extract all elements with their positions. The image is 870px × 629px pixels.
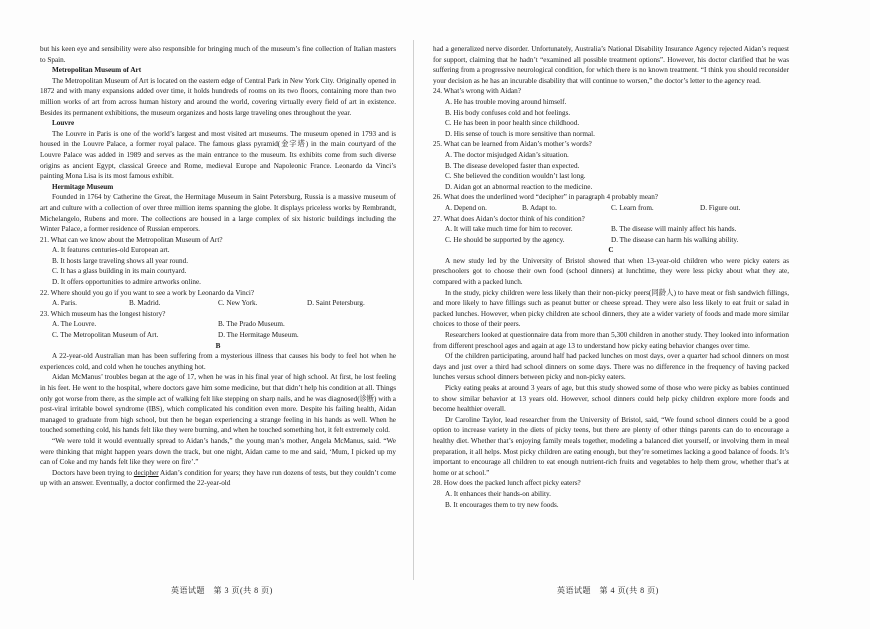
footer-page-4: 英语试题 第 4 页(共 8 页) — [557, 586, 659, 595]
question-23: 23. Which museum has the longest history? — [40, 309, 166, 318]
option-26d: D. Figure out. — [700, 203, 741, 212]
option-24a: A. He has trouble moving around himself. — [445, 97, 567, 106]
option-21c: C. It has a glass building in its main courtyard. — [52, 267, 187, 276]
paragraph-c2: In the study, picky children were less likely than their non-picky peers(同龄人) to have meat or fish sandwich fillings, and more likely to have fillings such as peanut butter or cheese spread. They were also less likely to eat fruit or salad in packed lunches. However, when picky children ate school dinners, they ate a wider variety of foods and made more similar choices to those of their peers. — [433, 288, 789, 329]
options-23-row1 — [40, 319, 396, 330]
option-24d: D. His sense of touch is more sensitive than normal. — [445, 129, 595, 138]
paragraph-c1: A new study led by the University of Bristol showed that when 13-year-old children who were picky eaters as preschoolers got to choose their own food (school dinners) at lunchtime, they were less picky about what they ate, compared with a packed lunch. — [433, 256, 789, 287]
option-27b: B. The disease will mainly affect his hands. — [611, 225, 737, 234]
option-24b: B. His body confuses cold and hot feelings. — [445, 108, 571, 117]
option-22b: B. Madrid. — [129, 299, 161, 308]
option-23c: C. The Metropolitan Museum of Art. — [52, 331, 159, 340]
paragraph-b3: “We were told it would eventually spread to Aidan’s hands,” the young man’s mother, Angela McManus, said. “We were thinking that might happen years down the track, but one night, Aidan came to me and said, ‘Mum, I picked up my can of Coke and my hands felt like they were on fire’.” — [40, 436, 396, 467]
option-23d: D. The Hermitage Museum. — [218, 331, 299, 340]
option-27d: D. The disease can harm his walking ability. — [611, 235, 739, 244]
question-25: 25. What can be learned from Aidan’s mother’s words? — [433, 140, 592, 149]
underlined-word-decipher: decipher — [133, 468, 159, 477]
option-23a: A. The Louvre. — [52, 320, 97, 329]
section-b-label: B — [215, 341, 221, 350]
option-28a: A. It enhances their hands-on ability. — [445, 489, 551, 498]
paragraph-b2: Aidan McManus’ troubles began at the age of 17, when he was in his final year of high school. At first, he lost feeling in his feet. He went to the hospital, where doctors gave him some medicine, but that didn’t help his condition at all. Things only got worse from there, as the simple act of walking felt like stepping on sharp nails, and he was diagnosed(诊断) with a post-viral irritable bowel syndrome (IBS), which complicated his condition even more. Despite his failing health, Aidan managed to graduate from high school, but then he began experiencing a strange feeling in his hands as well. When he touched something cold, his hands felt like they were burning, and when he touched something hot, it felt extremely cold. — [40, 373, 396, 435]
option-25b: B. The disease developed faster than expected. — [445, 161, 580, 170]
heading-hermitage: Hermitage Museum — [52, 182, 114, 191]
right-page-column — [433, 44, 789, 510]
option-23b: B. The Prado Museum. — [218, 320, 285, 329]
question-26: 26. What does the underlined word “decipher” in paragraph 4 probably mean? — [433, 193, 658, 202]
option-25a: A. The doctor misjudged Aidan’s situation. — [445, 150, 569, 159]
paragraph-hermitage: Founded in 1764 by Catherine the Great, the Hermitage Museum in Saint Petersburg, Russia is a massive museum of art and culture with a collection of over three million items spanning the globe. It displays priceless works by Rembrandt, Michelangelo, Rubens and more. The collections are housed in a large complex of six historic buildings including the Winter Palace, a former residence of Russian emperors. — [40, 193, 396, 234]
options-27-row1 — [433, 224, 789, 235]
option-25c: C. She believed the condition wouldn’t last long. — [445, 172, 586, 181]
option-27c: C. He should be supported by the agency. — [445, 235, 565, 244]
paragraph-prado-end: but his keen eye and sensibility were also responsible for bringing much of the museum’s fine collection of Italian masters to Spain. — [40, 45, 396, 64]
footer-page-3: 英语试题 第 3 页(共 8 页) — [171, 586, 273, 595]
option-26c: C. Learn from. — [611, 203, 654, 212]
paragraph-b4-start: Doctors have been trying to — [52, 468, 134, 477]
options-22 — [40, 298, 396, 309]
option-21a: A. It features centuries-old European art. — [52, 246, 170, 255]
left-page-column — [40, 44, 396, 489]
question-27: 27. What does Aidan’s doctor think of his condition? — [433, 214, 585, 223]
paragraph-louvre: The Louvre in Paris is one of the world’s largest and most visited art museums. The museum opened in 1793 and is housed in the Louvre Palace, a former royal palace. The famous glass pyramid(金字塔) in the main courtyard of the Louvre Palace was added in 1989 and serves as the main entrance to the museum. Its exhibits come from such diverse origins as ancient Egypt, classical Greece and Rome, medieval Europe and Napoleonic France. Leonardo da Vinci’s painting Mona Lisa is its most famous exhibit. — [40, 129, 396, 181]
option-26b: B. Adapt to. — [522, 203, 557, 212]
options-23-row2 — [40, 330, 396, 341]
paragraph-c5: Picky eating peaks at around 3 years of age, but this study showed some of those who were picky as babies continued to show similar behavior at 13 years old. However, school dinners could help picky children explore more foods and become healthier overall. — [433, 384, 789, 414]
question-22: 22. Where should you go if you want to see a work by Leonardo da Vinci? — [40, 288, 255, 297]
question-28: 28. How does the packed lunch affect picky eaters? — [433, 479, 581, 488]
heading-louvre: Louvre — [52, 119, 75, 128]
paragraph-metropolitan: The Metropolitan Museum of Art is located on the eastern edge of Central Park in New York City. Originally opened in 1872 and with many expansions added over time, it holds hundreds of rooms on its two floors, containing more than two million works of art from across human history and around the world, covering virtually every field of art in existence. Besides its permanent exhibitions, the museum organizes and hosts large traveling ones throughout the year. — [40, 76, 396, 117]
paragraph-c6: Dr Caroline Taylor, lead researcher from the University of Bristol, said, “We found school dinners could be a good option to increase variety in the diets of picky teens, but there are plenty of other things parents can do to encourage a healthy diet. Whether that’s enjoying family meals together, modeling a balanced diet yourself, or involving them in meal preparation, it all helps. Most picky children are eating enough, but they’re sometimes lacking a good balance of foods. It’s important to encourage all children to eat enough nutrient-rich fruits and vegetables to help them grow, whether that’s at home or at school.” — [433, 415, 789, 477]
paragraph-b5: had a generalized nerve disorder. Unfortunately, Australia’s National Disability Insurance Agency rejected Aidan’s request for support, claiming that he hadn’t “examined all possible treatment options”. However, his doctor clarified that he was suffering from a progressive neurological condition, for which there is no known treatment. “I think you should reconsider your decision as he has an incurable disability that will continue to worsen,” the doctor’s letter to the agency read. — [433, 45, 789, 85]
paragraph-b1: A 22-year-old Australian man has been suffering from a mysterious illness that causes his body to feel hot when he experiences cold, and cold when he touches anything hot. — [40, 352, 396, 371]
paragraph-c3: Researchers looked at questionnaire data from more than 5,300 children in another study. They looked into information from different preschool ages and again at age 13 to understand how picky eating behavior changes over time. — [433, 331, 789, 350]
paragraph-c4: Of the children participating, around half had packed lunches on most days, over a quarter had school dinners on most days and just over a third had school dinners on some days. There was no difference in the frequency of having packed lunches versus school dinners between picky and non-picky eaters. — [433, 352, 789, 382]
option-22d: D. Saint Petersburg. — [307, 299, 365, 308]
question-21: 21. What can we know about the Metropolitan Museum of Art? — [40, 235, 223, 244]
option-21d: D. It offers opportunities to admire artworks online. — [52, 278, 201, 287]
option-24c: C. He has been in poor health since childhood. — [445, 119, 580, 128]
heading-metropolitan: Metropolitan Museum of Art — [52, 66, 142, 75]
option-25d: D. Aidan got an abnormal reaction to the medicine. — [445, 182, 593, 191]
option-27a: A. It will take much time for him to recover. — [445, 225, 573, 234]
option-21b: B. It hosts large traveling shows all year round. — [52, 256, 189, 265]
page-divider — [413, 40, 414, 580]
options-26 — [433, 203, 789, 214]
question-24: 24. What’s wrong with Aidan? — [433, 87, 521, 96]
options-27-row2 — [433, 235, 789, 246]
section-c-label: C — [608, 246, 614, 255]
option-22a: A. Paris. — [52, 299, 77, 308]
option-26a: A. Depend on. — [445, 203, 487, 212]
option-22c: C. New York. — [218, 299, 258, 308]
option-28b: B. It encourages them to try new foods. — [445, 500, 559, 509]
paragraph-b4 — [40, 468, 396, 489]
paragraph-b4-rest: Aidan’s condition for years; they have run dozens of tests, but they couldn’t come up with an answer. Eventually, a doctor confirmed the 22-year-old — [40, 468, 396, 488]
